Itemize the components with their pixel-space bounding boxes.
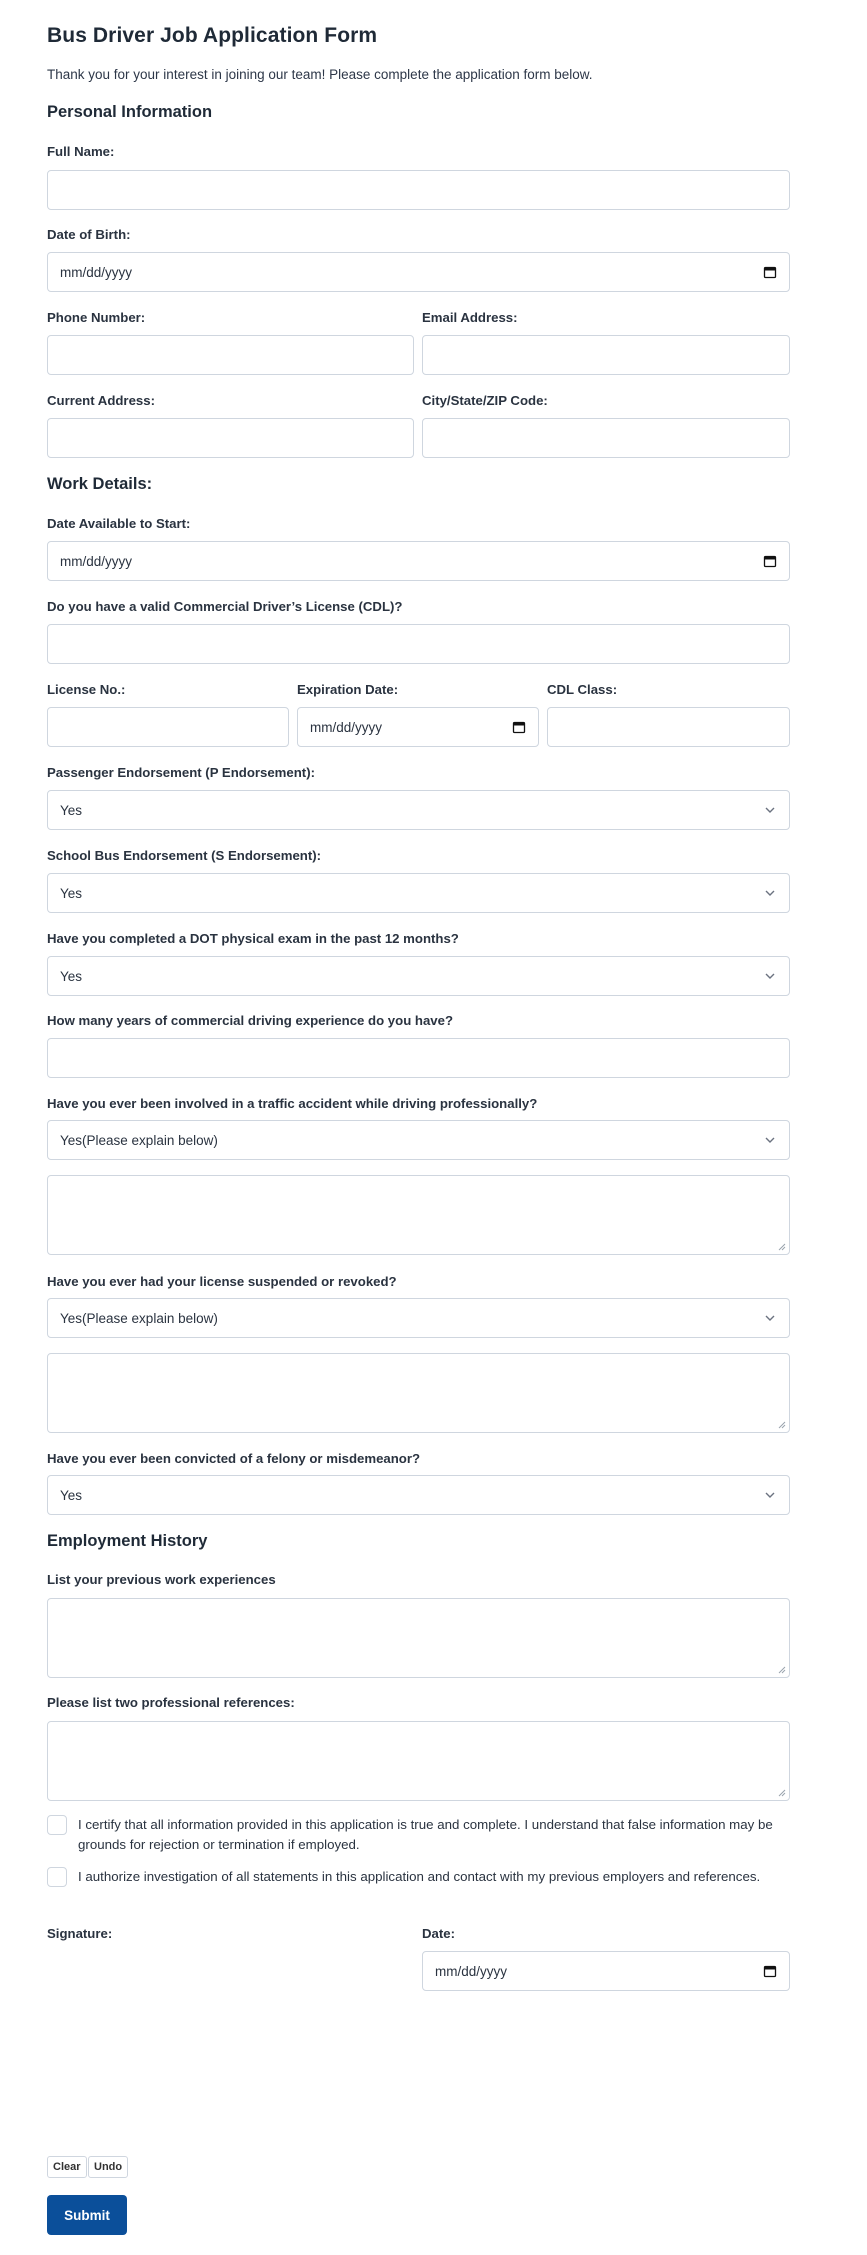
p-endorsement-label: Passenger Endorsement (P Endorsement):	[47, 765, 315, 780]
s-endorsement-value: Yes	[60, 885, 83, 901]
suspended-select[interactable]	[47, 1298, 790, 1338]
dob-input[interactable]	[47, 252, 790, 292]
accident-value: Yes(Please explain below)	[60, 1132, 218, 1148]
resize-grip-icon[interactable]	[778, 1789, 786, 1797]
full-name-label: Full Name:	[47, 144, 115, 159]
dot-physical-value: Yes	[60, 968, 83, 984]
undo-signature-button[interactable]: Undo	[88, 2156, 128, 2178]
s-endorsement-label: School Bus Endorsement (S Endorsement):	[47, 848, 322, 863]
dob-label: Date of Birth:	[47, 227, 131, 242]
felony-select[interactable]	[47, 1475, 790, 1515]
authorize-checkbox[interactable]	[47, 1867, 67, 1887]
dot-physical-select[interactable]	[47, 956, 790, 996]
start-date-label: Date Available to Start:	[47, 516, 191, 531]
signature-date-placeholder: mm/dd/yyyy	[435, 1963, 508, 1979]
chevron-down-icon	[763, 1133, 777, 1147]
s-endorsement-select[interactable]	[47, 873, 790, 913]
calendar-icon[interactable]	[763, 1964, 777, 1978]
calendar-icon[interactable]	[763, 265, 777, 279]
calendar-icon[interactable]	[512, 720, 526, 734]
accident-label: Have you ever been involved in a traffic accident while driving professionally?	[47, 1096, 538, 1111]
page-title: Bus Driver Job Application Form	[47, 24, 378, 47]
phone-input[interactable]	[47, 335, 414, 375]
expiration-label: Expiration Date:	[297, 682, 399, 697]
chevron-down-icon	[763, 886, 777, 900]
signature-pad[interactable]	[47, 1950, 414, 2140]
cdl-class-input[interactable]	[547, 707, 790, 747]
license-no-label: License No.:	[47, 682, 126, 697]
p-endorsement-value: Yes	[60, 802, 83, 818]
work-experience-textarea[interactable]	[47, 1598, 790, 1678]
authorize-text: I authorize investigation of all statements in this application and contact with my previous employers and references.	[78, 1869, 761, 1884]
submit-button[interactable]: Submit	[47, 2195, 127, 2235]
intro-text: Thank you for your interest in joining our team! Please complete the application form below.	[47, 67, 593, 82]
calendar-icon[interactable]	[763, 554, 777, 568]
city-input[interactable]	[422, 418, 790, 458]
full-name-input[interactable]	[47, 170, 790, 210]
cdl-input[interactable]	[47, 624, 790, 664]
work-experience-label: List your previous work experiences	[47, 1572, 276, 1587]
certify-text: I certify that all information provided in this application is true and complete. I understand that false information may be grounds for rejection or termination if employed.	[78, 1817, 773, 1852]
start-date-input[interactable]	[47, 541, 790, 581]
years-experience-label: How many years of commercial driving experience do you have?	[47, 1013, 454, 1028]
address-input[interactable]	[47, 418, 414, 458]
p-endorsement-select[interactable]	[47, 790, 790, 830]
suspended-value: Yes(Please explain below)	[60, 1310, 218, 1326]
expiration-placeholder: mm/dd/yyyy	[310, 719, 383, 735]
expiration-date-input[interactable]	[297, 707, 539, 747]
accident-select[interactable]	[47, 1120, 790, 1160]
felony-value: Yes	[60, 1487, 83, 1503]
dob-placeholder: mm/dd/yyyy	[60, 264, 133, 280]
dot-physical-label: Have you completed a DOT physical exam in the past 12 months?	[47, 931, 459, 946]
chevron-down-icon	[763, 1311, 777, 1325]
years-experience-input[interactable]	[47, 1038, 790, 1078]
chevron-down-icon	[763, 1488, 777, 1502]
city-label: City/State/ZIP Code:	[422, 393, 548, 408]
references-textarea[interactable]	[47, 1721, 790, 1801]
email-input[interactable]	[422, 335, 790, 375]
email-label: Email Address:	[422, 310, 518, 325]
personal-info-heading: Personal Information	[47, 103, 213, 121]
resize-grip-icon[interactable]	[778, 1666, 786, 1674]
resize-grip-icon[interactable]	[778, 1421, 786, 1429]
references-label: Please list two professional references:	[47, 1695, 295, 1710]
resize-grip-icon[interactable]	[778, 1243, 786, 1251]
clear-signature-button[interactable]: Clear	[47, 2156, 87, 2178]
phone-label: Phone Number:	[47, 310, 146, 325]
felony-label: Have you ever been convicted of a felony or misdemeanor?	[47, 1451, 421, 1466]
work-details-heading: Work Details:	[47, 475, 153, 493]
suspended-label: Have you ever had your license suspended or revoked?	[47, 1274, 397, 1289]
chevron-down-icon	[763, 969, 777, 983]
signature-date-input[interactable]	[422, 1951, 790, 1991]
chevron-down-icon	[763, 803, 777, 817]
accident-explanation-textarea[interactable]	[47, 1175, 790, 1255]
suspended-explanation-textarea[interactable]	[47, 1353, 790, 1433]
signature-label: Signature:	[47, 1926, 113, 1941]
signature-date-label: Date:	[422, 1926, 455, 1941]
cdl-class-label: CDL Class:	[547, 682, 618, 697]
address-label: Current Address:	[47, 393, 155, 408]
employment-history-heading: Employment History	[47, 1532, 208, 1550]
license-no-input[interactable]	[47, 707, 289, 747]
cdl-label: Do you have a valid Commercial Driver’s License (CDL)?	[47, 599, 403, 614]
start-date-placeholder: mm/dd/yyyy	[60, 553, 133, 569]
certify-checkbox[interactable]	[47, 1815, 67, 1835]
